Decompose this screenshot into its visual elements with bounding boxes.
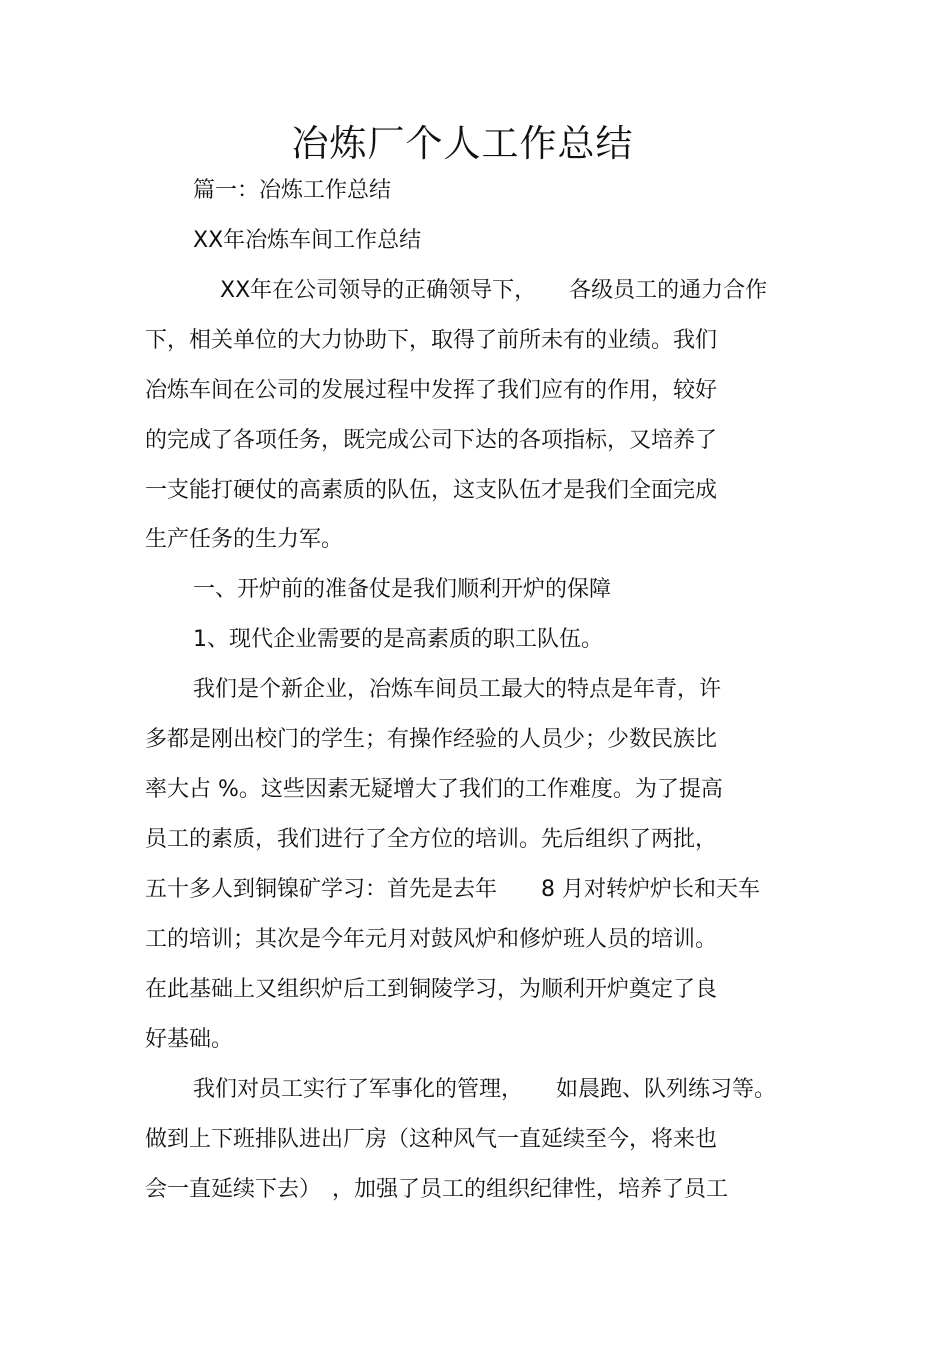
paragraph-line: 下，相关单位的大力协助下，取得了前所未有的业绩。我们 [145,328,718,353]
paragraph-line: 好基础。 [145,1027,234,1052]
paragraph-line: 在此基础上又组织炉后工到铜陵学习，为顺利开炉奠定了良 [145,977,718,1002]
paragraph-line: XX年在公司领导的正确领导下， 各级员工的通力合作 [220,278,768,303]
paragraph-line: 做到上下班排队进出厂房（这种风气一直延续至今，将来也 [145,1127,718,1152]
paragraph-line: 员工的素质，我们进行了全方位的培训。先后组织了两批， [145,827,718,852]
paragraph-line: 五十多人到铜镍矿学习：首先是去年 8 月对转炉炉长和天车 [145,877,760,902]
paragraph-line: 生产任务的生力军。 [145,527,344,552]
section-heading: 一、开炉前的准备仗是我们顺利开炉的保障 [193,577,612,602]
paragraph-line: 多都是刚出校门的学生；有操作经验的人员少；少数民族比 [145,727,718,752]
paragraph-line: 会一直延续下去） ，加强了员工的组织纪律性，培养了员工 [145,1177,729,1202]
paragraph-line: 工的培训；其次是今年元月对鼓风炉和修炉班人员的培训。 [145,927,718,952]
paragraph-line: 我们对员工实行了军事化的管理， 如晨跑、队列练习等。 [193,1077,777,1102]
paragraph-line: 的完成了各项任务，既完成公司下达的各项指标，又培养了 [145,428,718,453]
document-title: 冶炼厂个人工作总结 [291,122,634,165]
subsection-heading: XX年冶炼车间工作总结 [193,228,422,253]
paragraph-line: 率大占 %。这些因素无疑增大了我们的工作难度。为了提高 [145,777,723,802]
paragraph-line: 冶炼车间在公司的发展过程中发挥了我们应有的作用，较好 [145,378,718,403]
paragraph-line: 我们是个新企业，冶炼车间员工最大的特点是年青，许 [193,677,722,702]
section-heading: 篇一：冶炼工作总结 [193,178,392,203]
paragraph-line: 一支能打硬仗的高素质的队伍，这支队伍才是我们全面完成 [145,478,718,503]
subsection-heading: 1、现代企业需要的是高素质的职工队伍。 [193,627,603,652]
